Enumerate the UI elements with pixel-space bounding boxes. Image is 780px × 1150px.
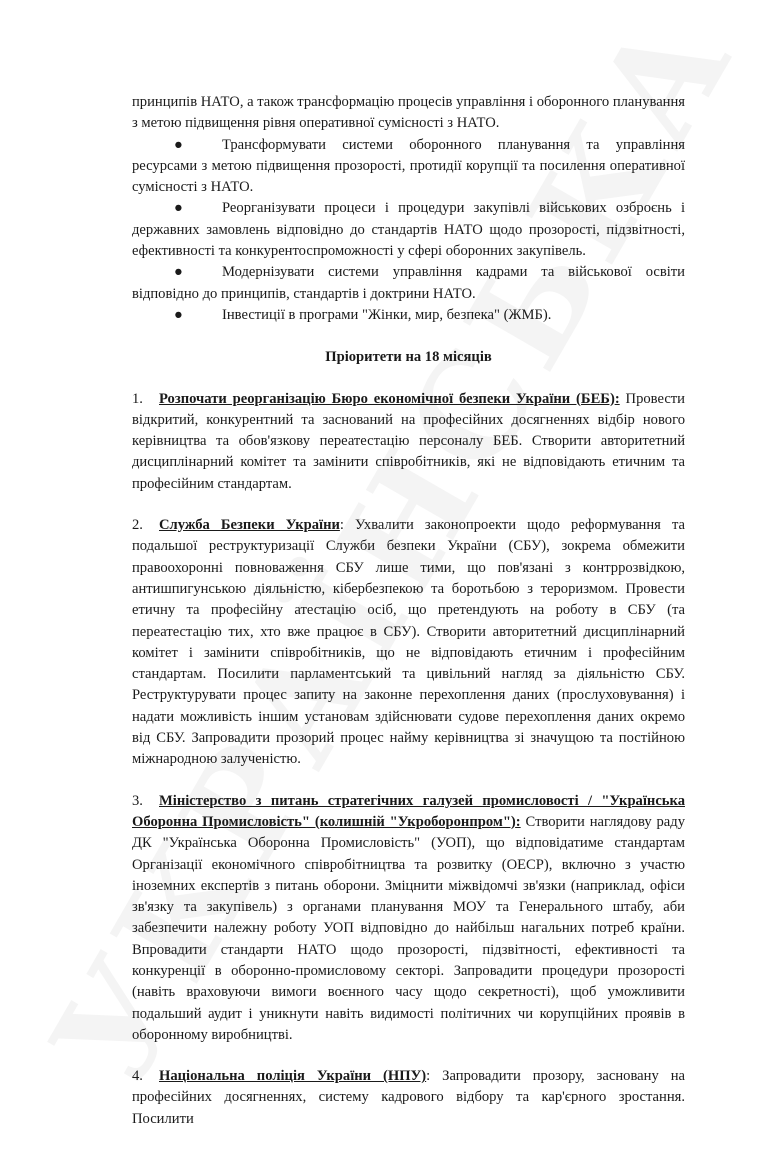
- bullet-text: Модернізувати системи управління кадрами та військової освіти відповідно до принципів, стандартів і доктрини НАТО.: [132, 264, 685, 302]
- item-text: Провести відкритий, конкурентний та заснований на професійних досягненнях відбір нового керівництва та обов'язкову переатестацію персоналу БЕБ. Створити авторитетний дисциплінарний комітет та замінити співробітників, які не відповідають етичним та професійним стандартам.: [132, 390, 685, 492]
- item-title: Розпочати реорганізацію Бюро економічної безпеки України (БЕБ): [159, 390, 615, 407]
- bullet-marker: ●: [174, 136, 183, 153]
- section-heading: Пріоритети на 18 місяців: [325, 349, 492, 366]
- item-separator: :: [515, 813, 521, 830]
- item-number: 4.: [132, 1068, 143, 1085]
- bullet-marker: ●: [174, 306, 183, 323]
- item-title: Міністерство з питань стратегічних галузей промисловості / "Українська Оборонна Промисловість" (колишній "Укроборонпром"): [132, 792, 685, 830]
- item-text: Створити наглядову раду ДК "Українська Оборонна Промисловість" (УОП), що відповідатиме стандартам Організації економічного співробітництва та розвитку (ОЕСР), включно з участю іноземних експертів з питань оборони. Зміцнити міжвідомчі зв'язки (наприклад, офіси зв'язку та закупівель) з органами планування МОУ та Генерального штабу, аби забезпечити належну роботу УОП відповідно до найбільш нагальних потреб країни. Впровадити стандарти НАТО щодо прозорості, підзвітності, ефективності та конкуренції в оборонно-промисловому секторі. Запровадити процедури прозорості (навіть враховуючи вимоги воєнного часу щодо секретності), щоб уможливити подальший аудит і уникнути навіть видимості політичних чи корупційних проявів в оборонному виробництві.: [132, 813, 686, 1043]
- document-body: [132, 92, 685, 1150]
- bullet-item: [132, 262, 685, 305]
- item-text: Запровадити прозору, засновану на професійних досягненнях, систему кадрового відбору та кар'єрного зростання. Посилити: [132, 1068, 685, 1127]
- priority-item: [132, 515, 685, 771]
- priority-item: [132, 389, 685, 495]
- item-separator: :: [614, 390, 620, 407]
- bullet-marker: ●: [174, 264, 183, 281]
- bullet-item: [132, 135, 685, 199]
- bullet-marker: ●: [174, 200, 183, 217]
- intro-paragraph: принципів НАТО, а також трансформацію процесів управління і оборонного планування з метою підвищення рівня оперативної сумісності з НАТО.: [132, 94, 685, 132]
- bullet-text: Трансформувати системи оборонного планування та управління ресурсами з метою підвищення прозорості, протидії корупції та посилення оперативної сумісності з НАТО.: [132, 136, 685, 196]
- item-number: 3.: [132, 792, 143, 809]
- item-number: 2.: [132, 517, 143, 534]
- item-title: Національна поліція України (НПУ): [159, 1068, 427, 1085]
- bullet-text: Інвестиції в програми "Жінки, мир, безпека" (ЖМБ).: [222, 306, 552, 323]
- bullet-text: Реорганізувати процеси і процедури закупівлі військових озброєнь і державних замовлень відповідно до стандартів НАТО щодо прозорості, підзвітності, ефективності та конкурентоспроможності у сфері оборонних закупівель.: [132, 200, 685, 260]
- item-title: Служба Безпеки України: [159, 517, 340, 534]
- bullet-item: [132, 198, 685, 262]
- item-separator: :: [426, 1068, 431, 1085]
- item-text: Ухвалити законопроекти щодо реформування та подальшої реструктуризації Служби безпеки України (СБУ), зокрема обмежити правоохоронні повноваження СБУ лише тими, що пов'язані з контррозвідкою, антишпигунською діяльністю, кібербезпекою та боротьбою з тероризмом. Провести етичну та професійну атестацію осіб, що претендують на роботу в СБУ (та переатестацію тих, хто вже працює в СБУ). Створити авторитетний дисциплінарний комітет і замінити співробітників, що не відповідають етичним і професійним стандартам. Посилити парламентський та цивільний нагляд за діяльністю СБУ. Реструктурувати процес запиту на законне перехоплення даних (прослуховування) і надати можливість іншим установам здійснювати судове перехоплення даних окремо від СБУ. Запровадити прозорий процес найму керівництва зі значущою та постійною міжнародною залученістю.: [132, 517, 686, 768]
- item-separator: :: [339, 517, 344, 534]
- bullet-item: [132, 305, 685, 326]
- priority-item: [132, 1066, 685, 1130]
- item-number: 1.: [132, 390, 143, 407]
- priority-item: [132, 791, 685, 1047]
